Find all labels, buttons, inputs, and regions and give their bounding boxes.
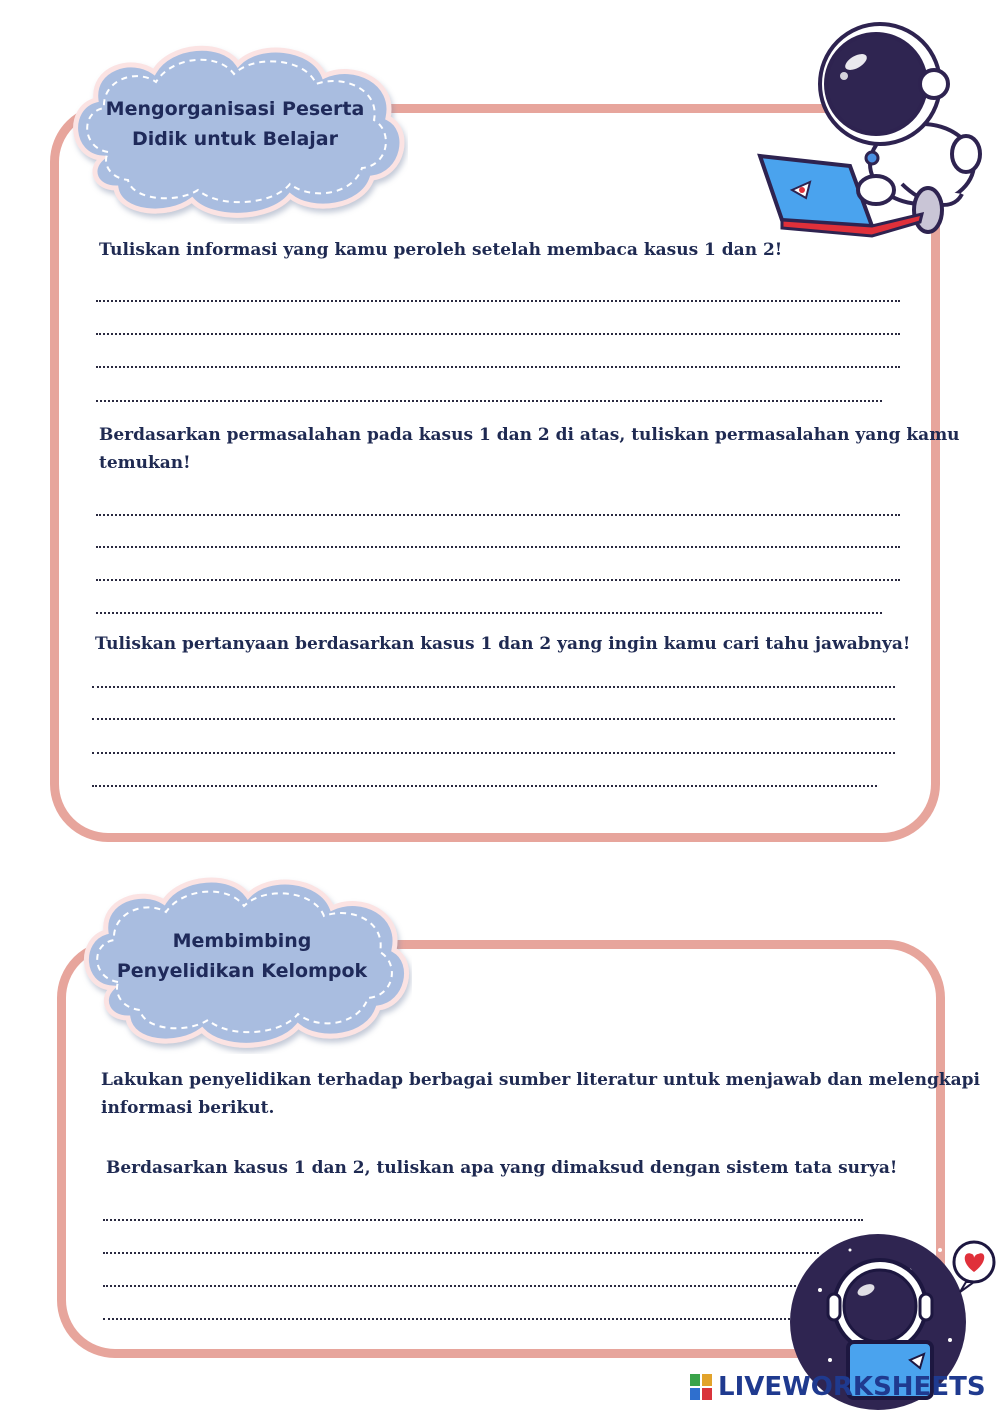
- liveworksheets-brand: [690, 1372, 986, 1402]
- brand-watermark: LIVEWORKSHEETS: [718, 1372, 986, 1402]
- title-line: Didik untuk Belajar: [132, 128, 338, 151]
- liveworksheets-logo: [690, 1374, 712, 1400]
- answer-line[interactable]: [92, 686, 895, 688]
- answer-line[interactable]: [96, 546, 900, 548]
- answer-line[interactable]: [96, 400, 882, 402]
- answer-line[interactable]: [92, 785, 877, 787]
- intro-line: informasi berikut.: [101, 1098, 275, 1118]
- astronaut-laptop-icon: [752, 14, 984, 240]
- section-organize-question-1: Tuliskan informasi yang kamu peroleh setelah membaca kasus 1 dan 2!: [99, 240, 783, 260]
- section-investigation-question-1: Berdasarkan kasus 1 dan 2, tuliskan apa yang dimaksud dengan sistem tata surya!: [106, 1158, 898, 1178]
- section-investigation-title-cloud: [72, 870, 412, 1054]
- section-organize-question-2: [99, 421, 960, 477]
- answer-line[interactable]: [96, 612, 882, 614]
- title-line: Membimbing: [172, 930, 312, 952]
- section-organize-title-cloud: [62, 38, 408, 224]
- answer-line[interactable]: [96, 300, 900, 302]
- section-investigation-title: [72, 926, 412, 987]
- section-organize-title: [62, 94, 408, 155]
- title-line: Mengorganisasi Peserta: [105, 98, 365, 120]
- question-line: Berdasarkan permasalahan pada kasus 1 dan 2 di atas, tuliskan permasalahan yang kamu: [99, 425, 960, 445]
- answer-line[interactable]: [103, 1252, 819, 1254]
- answer-line[interactable]: [92, 752, 895, 754]
- answer-line[interactable]: [103, 1285, 803, 1287]
- title-line: Penyelidikan Kelompok: [116, 960, 368, 983]
- answer-line[interactable]: [92, 718, 895, 720]
- answer-line[interactable]: [96, 366, 900, 368]
- section-investigation-intro: [101, 1066, 980, 1122]
- answer-line[interactable]: [96, 333, 900, 335]
- question-line: temukan!: [99, 453, 191, 473]
- answer-line[interactable]: [103, 1318, 798, 1320]
- answer-line[interactable]: [96, 579, 900, 581]
- answer-line[interactable]: [103, 1219, 863, 1221]
- intro-line: Lakukan penyelidikan terhadap berbagai sumber literatur untuk menjawab dan melengkapi: [101, 1070, 981, 1090]
- answer-line[interactable]: [96, 514, 900, 516]
- section-organize-question-3: Tuliskan pertanyaan berdasarkan kasus 1 dan 2 yang ingin kamu cari tahu jawabnya!: [95, 634, 911, 654]
